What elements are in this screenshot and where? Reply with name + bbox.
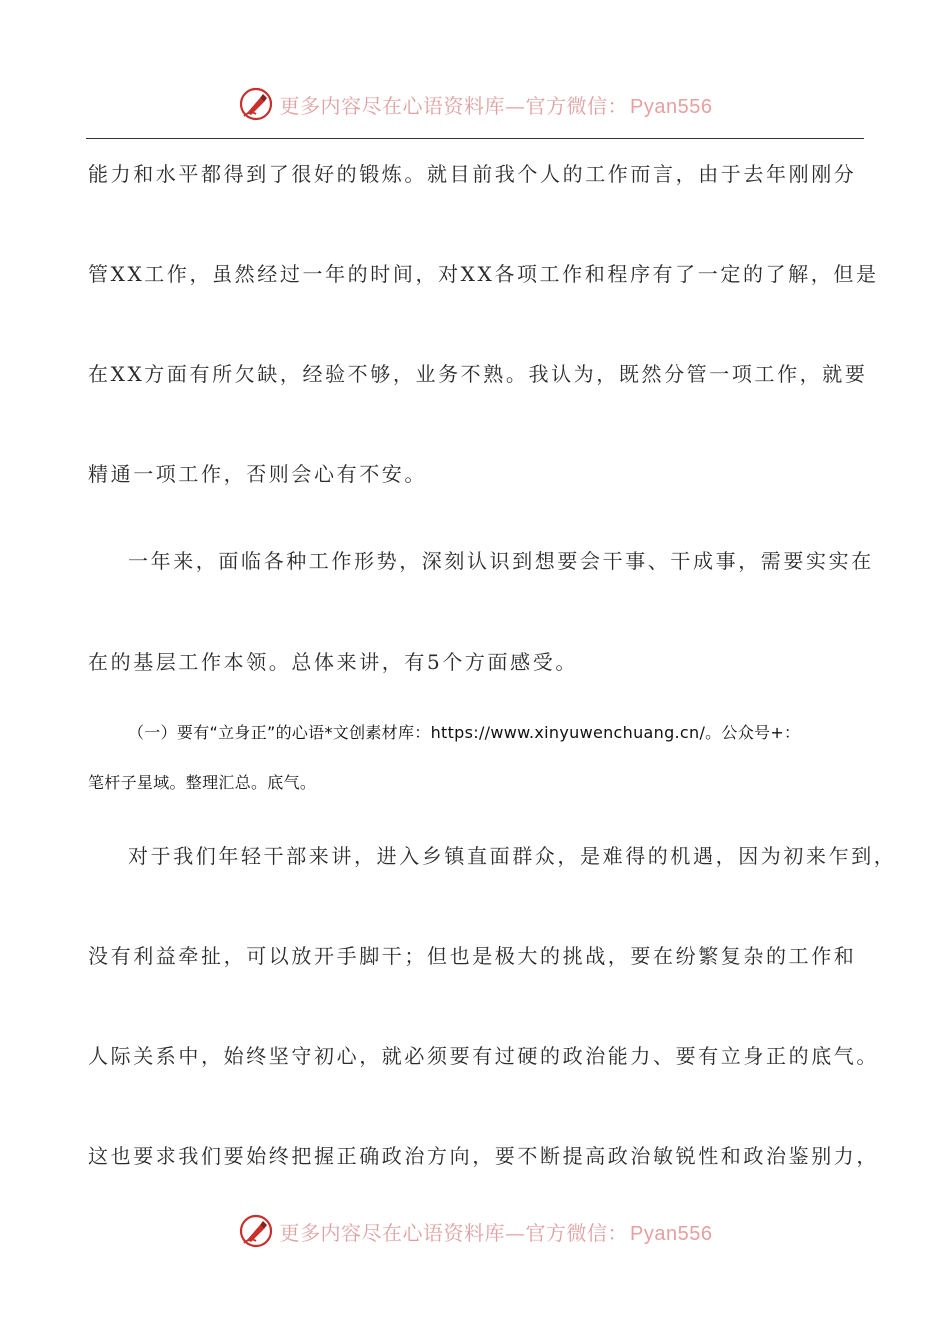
footer-banner-text xyxy=(280,1217,713,1246)
header-wechat-id: Pyan556 xyxy=(630,95,713,118)
pen-nib-logo-icon xyxy=(238,86,274,122)
footer-banner-label: 更多内容尽在心语资料库—官方微信： xyxy=(279,1220,629,1245)
header-divider xyxy=(86,138,864,139)
body-line-9: 人际关系中，始终坚守初心，就必须要有过硬的政治能力、要有立身正的底气。 xyxy=(88,1044,879,1068)
section-heading-line-1: （一）要有“立身正”的心语*文创素材库：https://www.xinyuwenchuang.cn/。公众号+： xyxy=(128,723,801,742)
header-banner xyxy=(0,84,950,124)
body-line-10: 这也要求我们要始终把握正确政治方向，要不断提高政治敏锐性和政治鉴别力， xyxy=(88,1144,879,1168)
body-line-3: 在XX方面有所欠缺，经验不够，业务不熟。我认为，既然分管一项工作，就要 xyxy=(88,362,868,386)
section-heading-line-2: 笔杆子星域。整理汇总。底气。 xyxy=(88,773,317,792)
body-line-2: 管XX工作，虽然经过一年的时间，对XX各项工作和程序有了一定的了解，但是 xyxy=(88,262,879,286)
footer-banner xyxy=(0,1211,950,1251)
pen-nib-logo-icon xyxy=(238,1213,274,1249)
body-line-8: 没有利益牵扯，可以放开手脚干；但也是极大的挑战，要在纷繁复杂的工作和 xyxy=(88,944,857,968)
body-line-6: 在的基层工作本领。总体来讲，有5个方面感受。 xyxy=(88,650,578,674)
body-line-4: 精通一项工作，否则会心有不安。 xyxy=(88,462,427,486)
footer-wechat-id: Pyan556 xyxy=(630,1222,713,1245)
body-line-5: 一年来，面临各种工作形势，深刻认识到想要会干事、干成事，需要实实在 xyxy=(128,549,874,573)
body-line-7: 对于我们年轻干部来讲，进入乡镇直面群众，是难得的机遇，因为初来乍到， xyxy=(128,844,897,868)
header-banner-text xyxy=(280,90,713,119)
body-line-1: 能力和水平都得到了很好的锻炼。就目前我个人的工作而言，由于去年刚刚分 xyxy=(88,162,857,186)
header-banner-label: 更多内容尽在心语资料库—官方微信： xyxy=(279,93,629,118)
